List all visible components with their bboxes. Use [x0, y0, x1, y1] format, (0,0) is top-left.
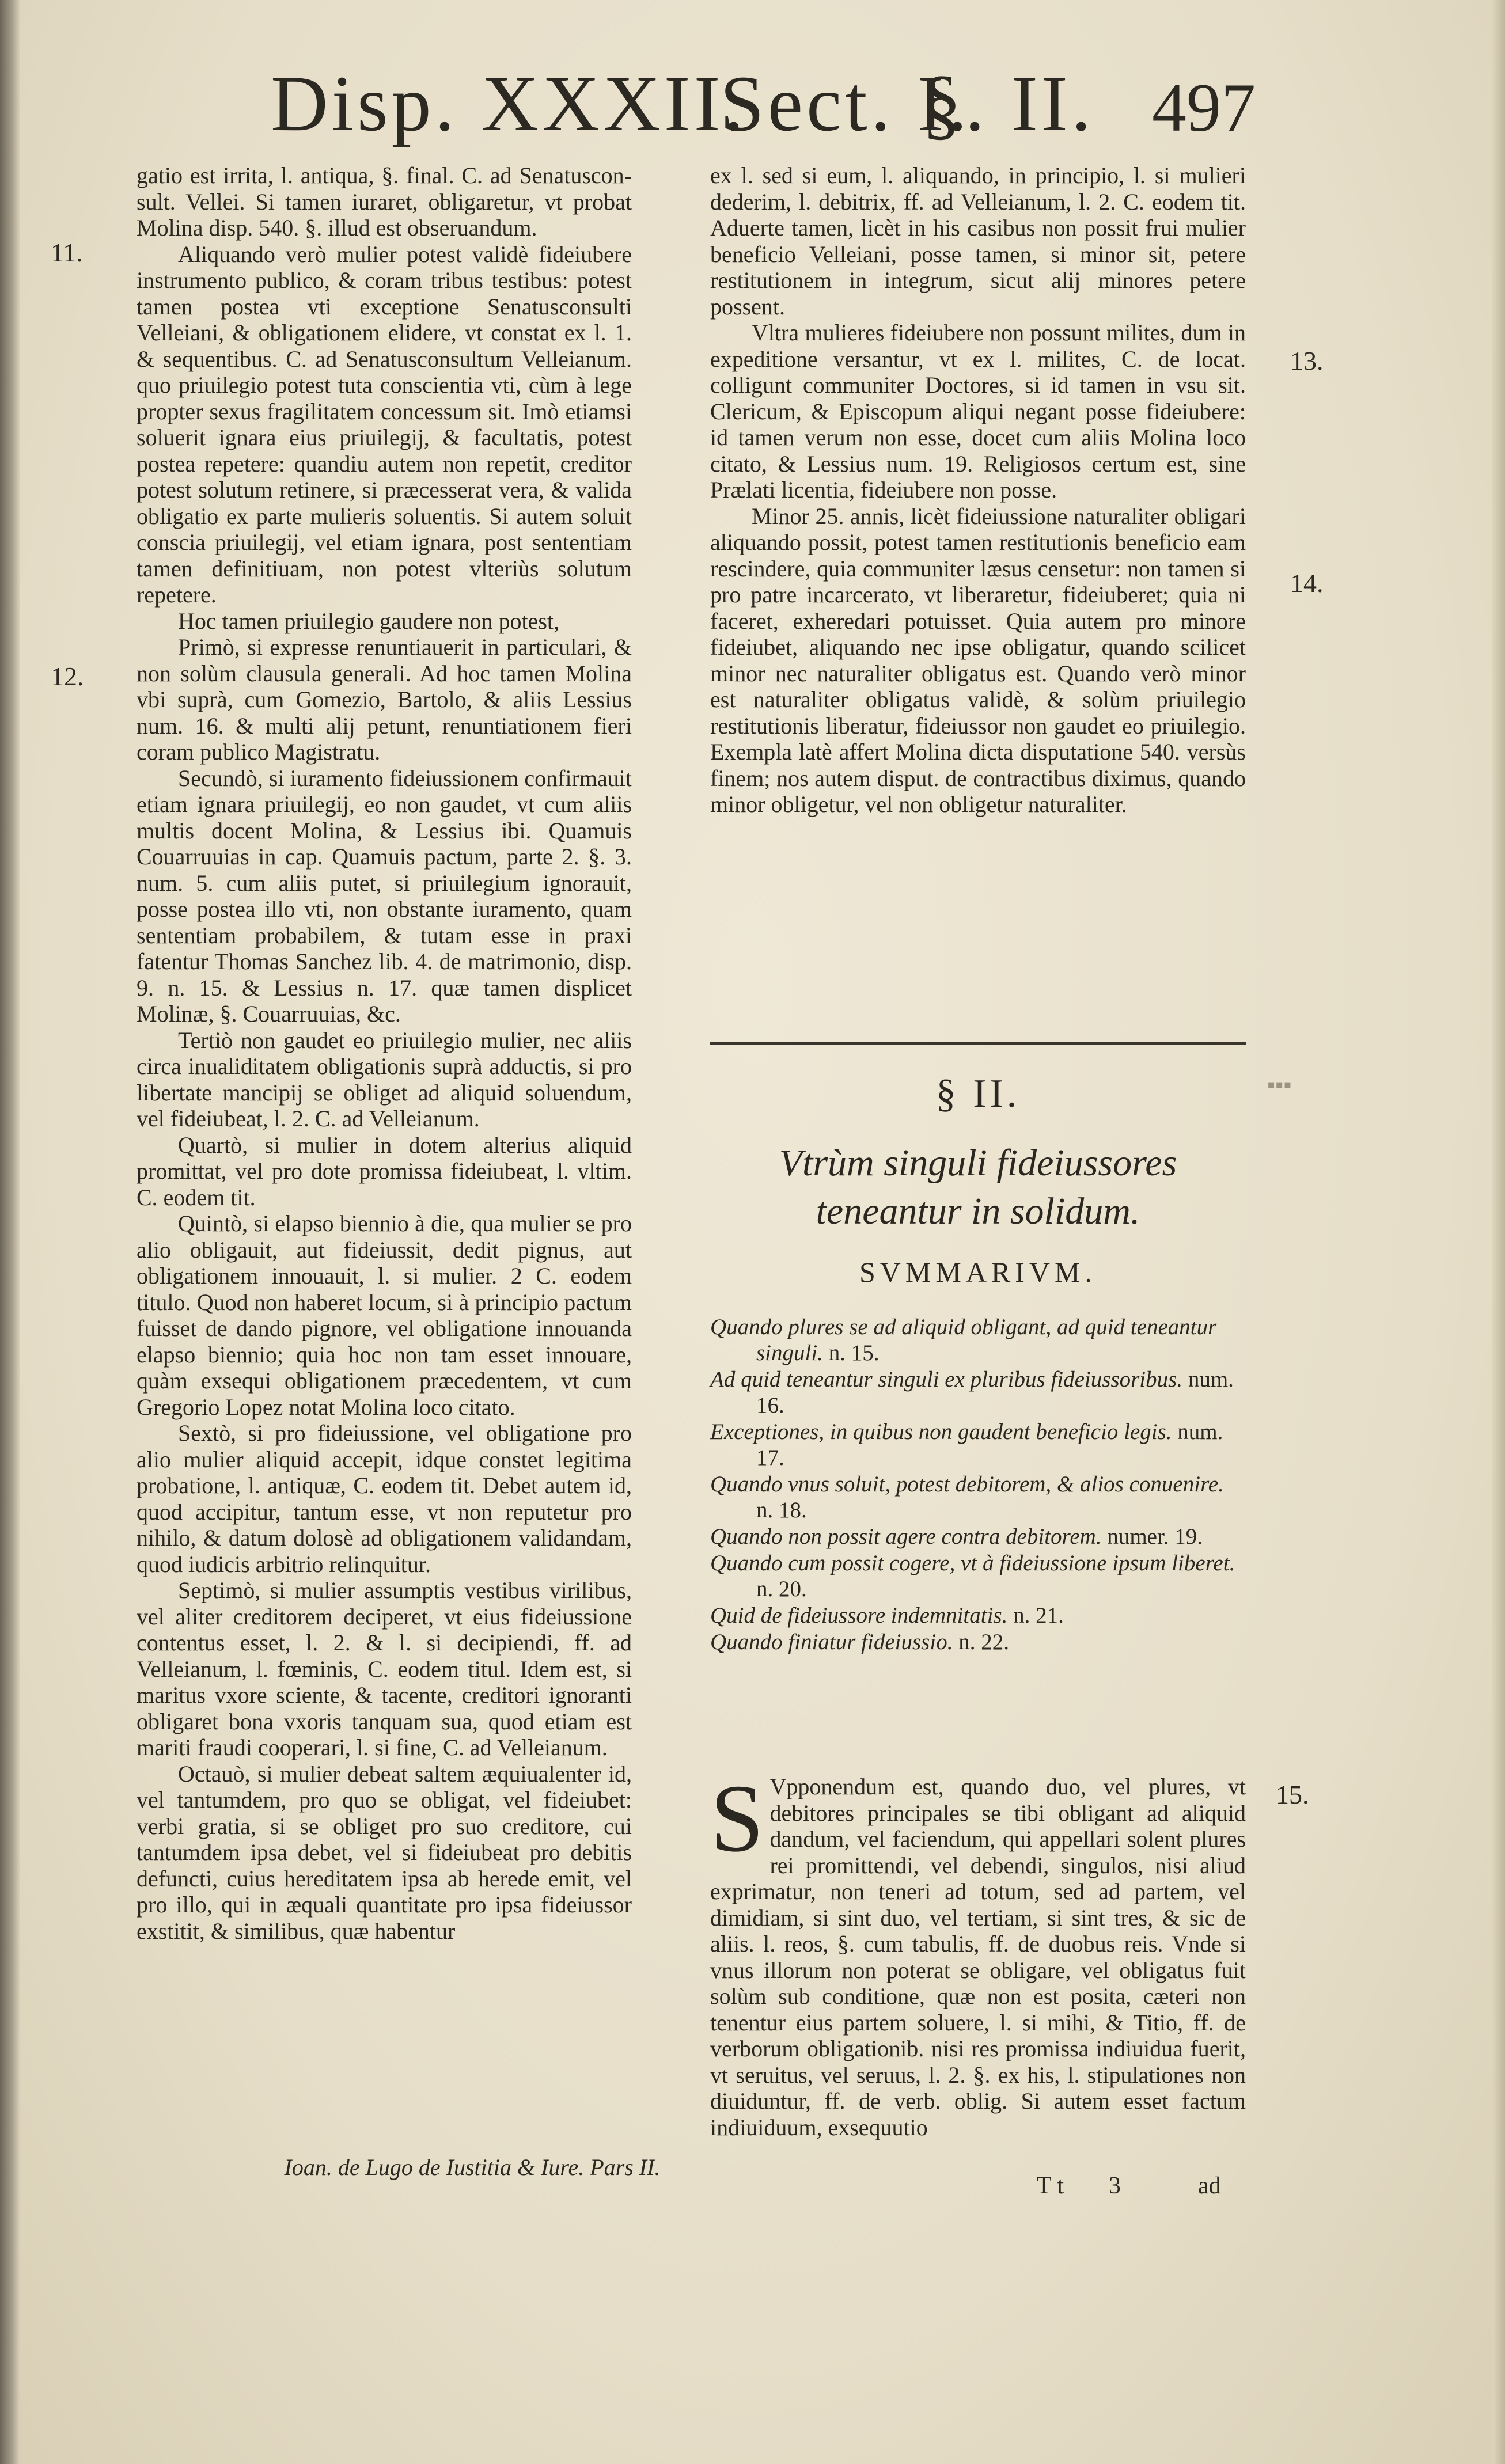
- summary-text: Exceptiones, in quibus non gaudent beneficio legis.: [710, 1419, 1172, 1444]
- summary-entry: [710, 1603, 1246, 1628]
- library-stamp: ▪▪▪: [1267, 1072, 1292, 1098]
- paragraph: Octauò, si mulier debeat saltem æquiualenter id, vel tantumdem, pro quo se obligat, vel fideiubet: verbi gratia, si se obliget pro suo creditore, cui tantumdem ipsa debet, vel si fideiubeat pro debitis defuncti, cuius hereditatem ipsa ab herede emit, vel pro illo, qui in æquali quantitate pro ipsa fideiussor exstitit, & similibus, quæ habentur: [137, 1760, 632, 1944]
- running-head: [271, 58, 1261, 155]
- summary-number: num. 16.: [756, 1367, 1234, 1418]
- paragraph: Quintò, si elapso biennio à die, qua mulier se pro alio obligauit, aut fideiussit, dedit pignus, aut obligationem innouauit, l. si mulier. 2 C. eodem titulo. Quod non haberet locum, si à principio pactum fuisset de dando pignore, vel obligatione innouanda elapso biennio; quia hoc non tam esset innouare, quàm exsequi obligationem præcedentem, vt cum Gregorio Lopez notat Molina loco citato.: [137, 1210, 632, 1420]
- summary-entry: [710, 1471, 1246, 1523]
- paragraph: Primò, si expresse renuntiauerit in particulari, & non solùm clausula generali. Ad hoc tamen Molina vbi suprà, cum Gomezio, Bartolo, & aliis Lessius num. 16. & multi alij petunt, renuntiationem fieri coram publico Magistratu.: [137, 634, 632, 765]
- margin-number-11: 11.: [51, 238, 83, 267]
- summary-entry: [710, 1550, 1246, 1602]
- summary-text: Quando non possit agere contra debitorem.: [710, 1524, 1102, 1549]
- paragraph: Secundò, si iuramento fideiussionem confirmauit etiam ignara priuilegij, eo non gaudet, vt cum aliis multis docent Molina, & Lessius ibi. Quamuis Couarruuias in cap. Quamuis pactum, parte 2. §. 3. num. 5. cum aliis putet, si priuilegium ignorauit, posse postea illo vti, non obstante iuramento, quam sententiam probabilem, & tutam esse in praxi fatentur Thomas Sanchez lib. 4. de matrimonio, disp. 9. n. 15. & Lessius n. 17. quæ tamen displicet Molinæ, §. Couarruuias, &c.: [137, 765, 632, 1027]
- book-gutter: [0, 0, 20, 2464]
- summary-entry: [710, 1524, 1246, 1550]
- summary-text: Ad quid teneantur singuli ex pluribus fideiussoribus.: [710, 1367, 1183, 1392]
- margin-number-14: 14.: [1290, 568, 1324, 598]
- summary-list: [710, 1314, 1246, 1656]
- summary-number: n. 20.: [756, 1577, 807, 1601]
- paragraph: Vltra mulieres fideiubere non possunt milites, dum in expeditione versantur, vt ex l. milites, C. de locat. colligunt communiter Doctores, si id tamen in vsu sit. Clericum, & Episcopum aliqui negant posse fideiubere: id tamen verum non esse, docet cum aliis Molina loco citato, & Lessius num. 19. Religiosos certum est, sine Prælati licentia, fideiubere non posse.: [710, 320, 1246, 503]
- summary-number: n. 22.: [958, 1630, 1009, 1654]
- summary-entry: [710, 1629, 1246, 1655]
- section-divider: [710, 1042, 1246, 1045]
- page-fore-edge: [1492, 0, 1505, 2464]
- paragraph: gatio est irrita, l. antiqua, §. final. C. ad Senatuscon-sult. Vellei. Si tamen iuraret, obligaretur, vt probat Molina disp. 540. §. illud est obseruandum.: [137, 162, 632, 241]
- paragraph-15: [710, 1765, 1246, 2140]
- section-number: § II.: [935, 1072, 1021, 1116]
- margin-number-13: 13.: [1290, 346, 1324, 375]
- summary-text: Quando cum possit cogere, vt à fideiussione ipsum liberet.: [710, 1551, 1235, 1575]
- left-column: [137, 162, 632, 1944]
- paragraph: Quartò, si mulier in dotem alterius aliquid promittat, vel pro dote promissa fideiubeat, l. vltim. C. eodem tit.: [137, 1132, 632, 1210]
- catchword: ad: [1198, 2173, 1221, 2199]
- footer-signature: Ioan. de Lugo de Iustitia & Iure. Pars II.: [284, 2154, 661, 2180]
- page-number: 497: [1152, 69, 1256, 146]
- summary-number: n. 15.: [828, 1341, 880, 1365]
- paragraph: Sextò, si pro fideiussione, vel obligatione pro alio mulier aliquid accepit, idque constet legitima probatione, l. antiquæ, C. eodem tit. Debet autem id, quod accipitur, tantum esse, vt non reputetur pro nihilo, & datum dolosè ad obligationem validandam, quod iudicis arbitrio relinquitur.: [137, 1420, 632, 1577]
- paragraph: Septimò, si mulier assumptis vestibus virilibus, vel aliter creditorem deciperet, vt eius fideiussione contentus esset, l. 2. & l. si decipiendi, ff. ad Velleianum, l. fœminis, C. eodem titul. Idem est, si maritus vxore sciente, & tacente, creditori ignoranti obligaret bona vxoris tanquam sua, quod etiam est mariti fraudi cooperari, l. si fine, C. ad Velleianum.: [137, 1577, 632, 1760]
- paragraph: Minor 25. annis, licèt fideiussione naturaliter obligari aliquando possit, potest tamen restitutionis beneficio eam rescindere, quia communiter læsus censetur: non tamen si pro patre incarcerato, vt liberaretur, fideiuberet; quia ni faceret, exheredari potuisset. Quia autem pro minore fideiubet, aliquando nec ipse obligatur, quando scilicet minor nec naturaliter obligatus est. Quando verò minor est naturaliter obligatus validè, & solùm priuilegio restitutionis liberatur, fideiussor non gaudet eo priuilegio. Exempla latè affert Molina dicta disputatione 540. versùs finem; nos autem disput. de contractibus diximus, quando minor obligetur, vel non obligetur naturaliter.: [710, 503, 1246, 817]
- summary-text: Quando finiatur fideiussio.: [710, 1630, 953, 1654]
- summary-entry: [710, 1419, 1246, 1471]
- paragraph-15-text: Vpponendum est, quando duo, vel plures, vt debitores principales se tibi obligant ad aliquid dandum, vel faciendum, qui appellari solent plures rei promittendi, vel debendi, singulos, nisi aliud exprimatur, non teneri ad totum, sed ad partem, vel dimidiam, si sint duo, vel tertiam, si sint tres, & sic de aliis. l. reos, §. cum tabulis, ff. de duobus reis. Vnde si vnus illorum non poterat se obligare, vel obligatus fuit solùm sub conditione, quæ non est posita, cæteri non tenentur eius partem soluere, l. si mihi, & Titio, ff. de verborum obligationib. nisi res promissa indiuidua fuerit, vt seruitus, vel seruus, l. 2. §. ex his, l. stipulationes non diuiduntur, ff. de verb. oblig. Si autem esset factum indiuiduum, exsequutio: [710, 1774, 1246, 2140]
- margin-number-15: 15.: [1276, 1780, 1309, 1809]
- summary-entry: [710, 1366, 1246, 1418]
- paragraph: Hoc tamen priuilegio gaudere non potest,: [178, 608, 560, 634]
- paragraph: Tertiò non gaudet eo priuilegio mulier, nec aliis circa inualiditatem obligationis suprà adductis, si pro libertate mancipij se obliget ad aliquid soluendum, vel fideiubeat, l. 2. C. ad Velleianum.: [137, 1027, 632, 1132]
- signature-mark: T t: [1037, 2173, 1064, 2199]
- paragraph: Aliquando verò mulier potest validè fideiubere instrumento publico, & coram tribus testibus: potest tamen postea vti exceptione Senatusconsulti Velleiani, & obligationem elidere, vt constat ex l. 1. & sequentibus. C. ad Senatusconsultum Velleianum. quo priuilegio potest tuta conscientia vti, cùm à lege propter sexus fragilitatem concessum sit. Imò etiamsi soluerit ignara eius priuilegij, & facultatis, potest postea repetere: quandiu autem non repetit, creditor potest solutum retinere, si præcesserat vera, & valida obligatio ex parte mulieris soluentis. Si autem soluit conscia priuilegij, vel etiam ignara, post sententiam tamen definitiuam, non potest vlteriùs solutum repetere.: [137, 241, 632, 608]
- summary-number: num. 17.: [756, 1419, 1223, 1470]
- signature-count: 3: [1109, 2173, 1121, 2199]
- margin-number-12: 12.: [51, 662, 84, 691]
- summary-text: Quando plures se ad aliquid obligant, ad quid teneantur singuli.: [710, 1315, 1217, 1365]
- drop-cap: S: [710, 1765, 764, 1872]
- running-head-disputation: Disp. XXXII.: [271, 59, 748, 147]
- paragraph: ex l. sed si eum, l. aliquando, in principio, l. si mulieri dederim, l. debitrix, ff. ad Velleianum, l. 2. C. eodem tit. Aduerte tamen, licèt in his casibus non possit frui mulier beneficio Velleiani, posse tamen, si minor sit, petere restitutionem in integrum, sicut alij minores petere possent.: [710, 162, 1246, 320]
- summary-text: Quid de fideiussore indemnitatis.: [710, 1603, 1008, 1628]
- summary-heading: SVMMARIVM.: [859, 1256, 1097, 1288]
- section-title: Vtrùm singuli fideiussores teneantur in solidum.: [779, 1142, 1177, 1232]
- summary-number: n. 21.: [1013, 1603, 1064, 1628]
- running-head-paragraph: §. II.: [922, 59, 1095, 147]
- summary-number: n. 18.: [756, 1498, 807, 1523]
- summary-entry: [710, 1314, 1246, 1366]
- summary-text: Quando vnus soluit, potest debitorem, & alios conuenire.: [710, 1472, 1224, 1497]
- right-column: [710, 162, 1246, 818]
- summary-number: numer. 19.: [1107, 1524, 1203, 1549]
- running-head-section: Sect. I.: [720, 59, 971, 147]
